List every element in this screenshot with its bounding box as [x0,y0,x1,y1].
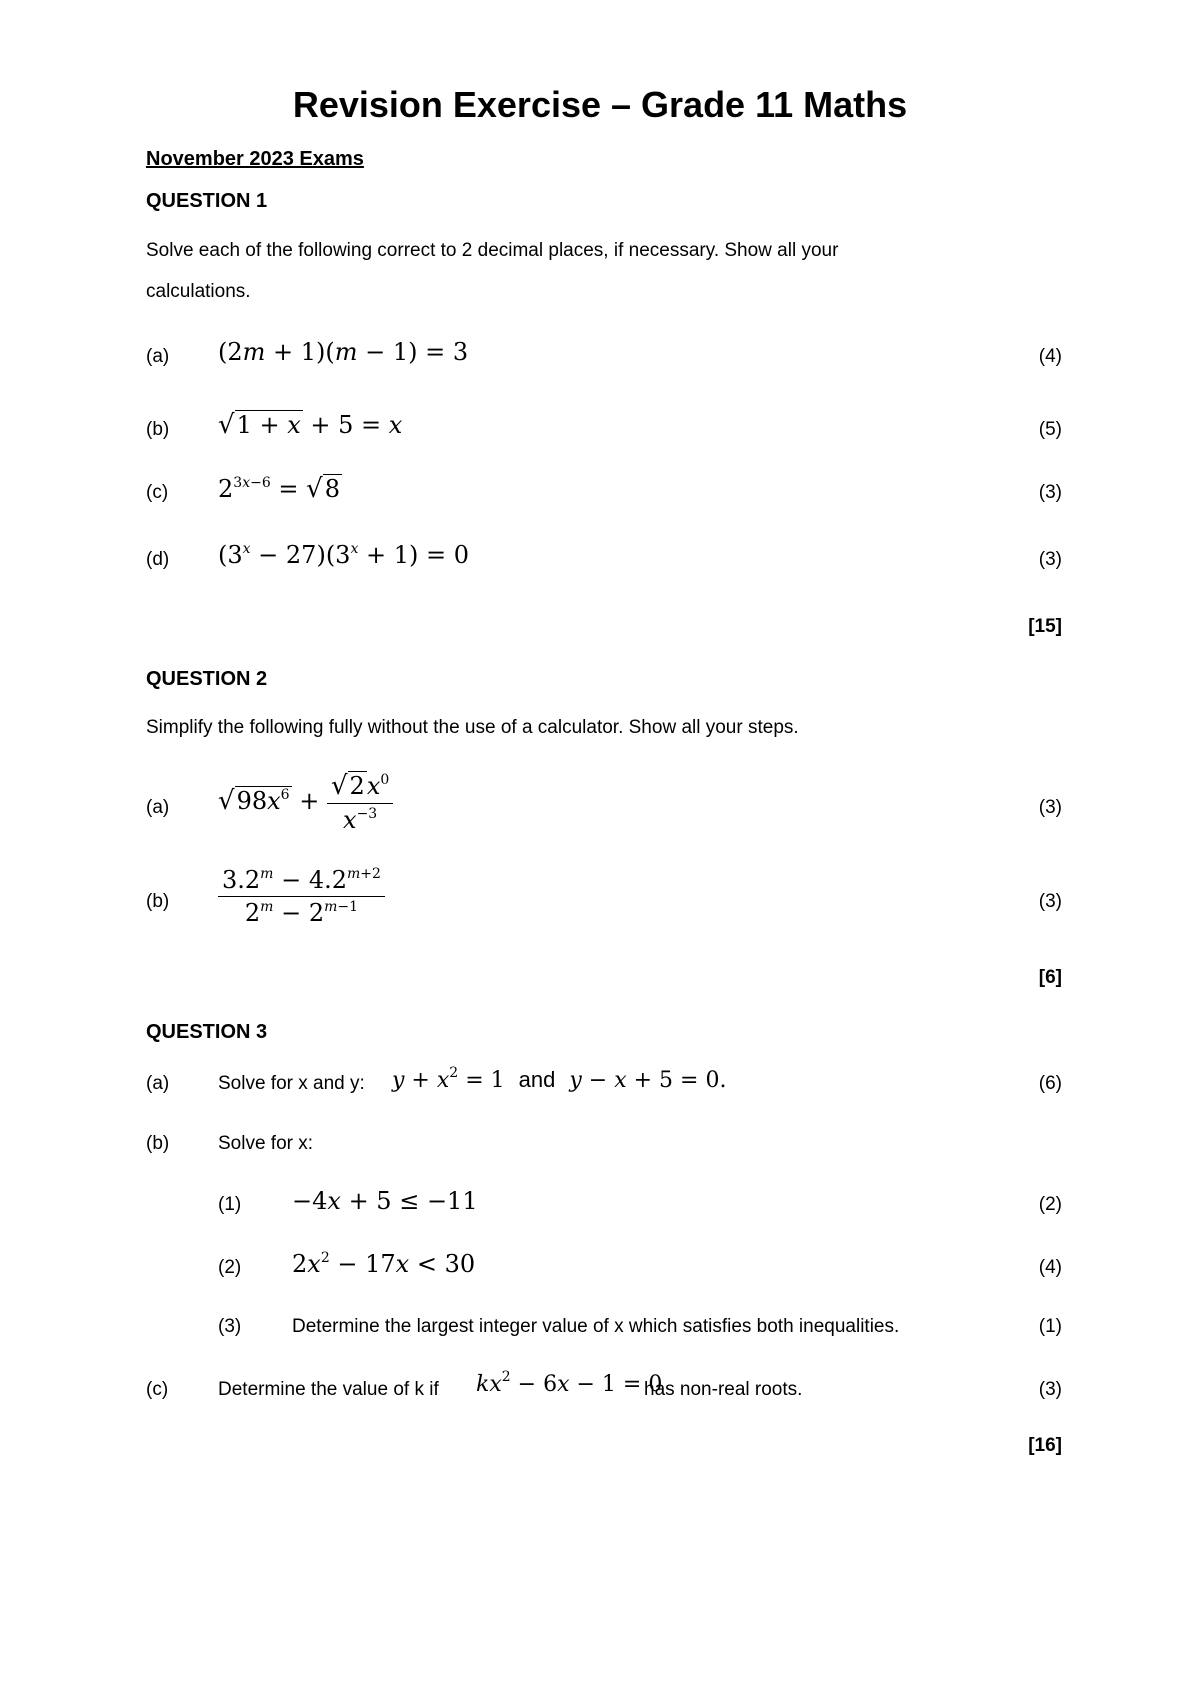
exam-subtitle: November 2023 Exams [146,148,364,170]
question-3-total: [16] [1028,1435,1062,1456]
q1b-label: (b) [146,419,170,440]
q1c-marks: (3) [1038,482,1062,503]
q3b3-label: (3) [218,1316,242,1337]
q3b-label: (b) [146,1133,170,1154]
q3c-equation: $kx^2 - 6x - 1 = 0$ [476,1369,663,1397]
q1a-label: (a) [146,346,170,367]
page-title: Revision Exercise – Grade 11 Maths [292,84,908,125]
q1b-marks: (5) [1038,419,1062,440]
q1a-equation: (2m + 1)(m − 1) = 3 [218,338,469,366]
q1d-label: (d) [146,549,170,570]
q1a-marks: (4) [1038,346,1062,367]
q1d-marks: (3) [1038,549,1062,570]
q3a-prefix: Solve for x and y: [218,1073,365,1094]
q3c-label: (c) [146,1379,169,1400]
q2b-expression: $\frac{3.2^m - 4.2^{m+2}}{2^m - 2^{m-1}}$ [218,866,385,927]
question-1-instruction-line2: calculations. [146,281,251,302]
q1c-equation: $2^{3x-6} = √8$ [218,474,340,504]
q3a-label: (a) [146,1073,170,1094]
q3b2-inequality: $2x^2 - 17x < 30$ [292,1250,476,1278]
question-1-heading: QUESTION 1 [146,190,268,212]
q3b3-marks: (1) [1038,1316,1062,1337]
q2b-label: (b) [146,891,170,912]
question-1-total: [15] [1028,616,1062,637]
q3a-equations: $y + x^2 = 1$ and y − x + 5 = 0. [392,1065,727,1093]
q3c-marks: (3) [1038,1379,1062,1400]
q3b2-marks: (4) [1038,1257,1062,1278]
q3b1-inequality: −4x + 5 ≤ −11 [292,1187,478,1215]
q3b1-marks: (2) [1038,1194,1062,1215]
question-2-total: [6] [1038,967,1062,988]
q1b-equation: √1 + x + 5 = x [218,410,403,440]
q3b2-label: (2) [218,1257,242,1278]
q2b-marks: (3) [1038,891,1062,912]
q1c-label: (c) [146,482,169,503]
question-1-instruction-line1: Solve each of the following correct to 2 decimal places, if necessary. Show all your [146,240,839,261]
q3b-text: Solve for x: [218,1133,314,1154]
q3b1-label: (1) [218,1194,242,1215]
q2a-label: (a) [146,797,170,818]
question-2-instruction: Simplify the following fully without the use of a calculator. Show all your steps. [146,717,799,738]
q2a-expression: $√98x^6$ + $\frac{√2x^0}{x^{-3}}$ [218,771,393,834]
question-2-heading: QUESTION 2 [146,668,268,690]
question-3-heading: QUESTION 3 [146,1021,268,1043]
q1d-equation: $(3^x - 27)(3^x + 1) = 0$ [218,541,469,569]
q3a-marks: (6) [1038,1073,1062,1094]
q2a-marks: (3) [1038,797,1062,818]
q3b3-text: Determine the largest integer value of x which satisfies both inequalities. [292,1316,900,1337]
q3c-suffix: has non-real roots. [644,1379,803,1400]
q3c-prefix: Determine the value of k if [218,1379,439,1400]
